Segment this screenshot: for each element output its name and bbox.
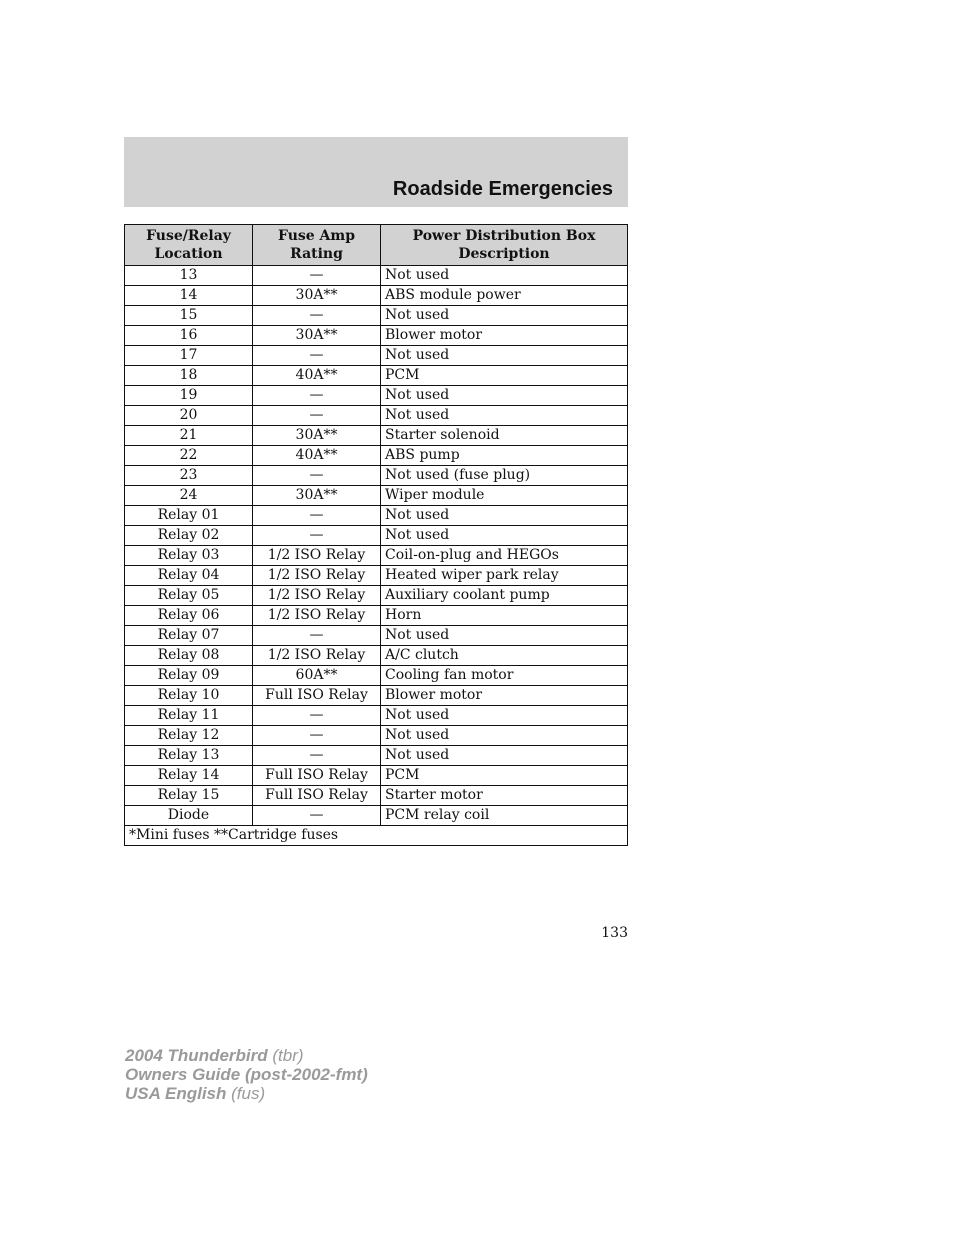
- cell-rating: Full ISO Relay: [253, 766, 381, 786]
- table-row: [125, 606, 628, 626]
- cell-description: Blower motor: [381, 326, 628, 346]
- cell-rating: —: [253, 526, 381, 546]
- footer-line-3: [125, 1084, 368, 1103]
- cell-rating: 30A**: [253, 426, 381, 446]
- cell-rating: 1/2 ISO Relay: [253, 646, 381, 666]
- table-row: [125, 786, 628, 806]
- table-row: [125, 646, 628, 666]
- table-row: [125, 426, 628, 446]
- cell-location: Relay 03: [125, 546, 253, 566]
- cell-location: Relay 08: [125, 646, 253, 666]
- cell-location: Relay 11: [125, 706, 253, 726]
- cell-location: Relay 09: [125, 666, 253, 686]
- cell-location: 24: [125, 486, 253, 506]
- cell-description: Not used: [381, 306, 628, 326]
- fuse-table: [124, 224, 628, 846]
- cell-description: Not used: [381, 406, 628, 426]
- footer-language: USA English: [125, 1084, 227, 1103]
- table-row: [125, 766, 628, 786]
- cell-rating: 1/2 ISO Relay: [253, 586, 381, 606]
- table-row: [125, 666, 628, 686]
- cell-rating: Full ISO Relay: [253, 786, 381, 806]
- cell-rating: 40A**: [253, 446, 381, 466]
- cell-location: Relay 07: [125, 626, 253, 646]
- footer-guide: Owners Guide (post-2002-fmt): [125, 1065, 368, 1084]
- table-row: [125, 446, 628, 466]
- footer-line-1: [125, 1046, 368, 1065]
- cell-location: 16: [125, 326, 253, 346]
- cell-rating: —: [253, 726, 381, 746]
- cell-description: Starter solenoid: [381, 426, 628, 446]
- cell-rating: 30A**: [253, 286, 381, 306]
- table-row: [125, 746, 628, 766]
- cell-rating: —: [253, 406, 381, 426]
- cell-description: Not used: [381, 746, 628, 766]
- cell-rating: —: [253, 266, 381, 286]
- cell-description: Blower motor: [381, 686, 628, 706]
- cell-rating: 1/2 ISO Relay: [253, 566, 381, 586]
- cell-location: Relay 14: [125, 766, 253, 786]
- cell-description: Not used (fuse plug): [381, 466, 628, 486]
- cell-location: Diode: [125, 806, 253, 826]
- table-row: [125, 686, 628, 706]
- section-header-band: [124, 137, 628, 207]
- table-row: [125, 386, 628, 406]
- cell-location: Relay 04: [125, 566, 253, 586]
- table-row: [125, 626, 628, 646]
- cell-rating: —: [253, 626, 381, 646]
- cell-rating: 60A**: [253, 666, 381, 686]
- table-row: [125, 726, 628, 746]
- header-description: [381, 225, 628, 266]
- cell-rating: 1/2 ISO Relay: [253, 546, 381, 566]
- header-rating-line2: Rating: [290, 246, 343, 262]
- cell-location: Relay 02: [125, 526, 253, 546]
- cell-description: Auxiliary coolant pump: [381, 586, 628, 606]
- cell-rating: —: [253, 706, 381, 726]
- footnote-row: [125, 826, 628, 846]
- cell-description: Not used: [381, 706, 628, 726]
- cell-description: Heated wiper park relay: [381, 566, 628, 586]
- footer-model: 2004 Thunderbird: [125, 1046, 268, 1065]
- cell-location: 21: [125, 426, 253, 446]
- table-row: [125, 486, 628, 506]
- cell-rating: —: [253, 746, 381, 766]
- footer-line-2: [125, 1065, 368, 1084]
- cell-location: 15: [125, 306, 253, 326]
- cell-description: Coil-on-plug and HEGOs: [381, 546, 628, 566]
- cell-rating: —: [253, 306, 381, 326]
- cell-rating: 30A**: [253, 486, 381, 506]
- section-title: Roadside Emergencies: [392, 178, 613, 200]
- table-row: [125, 286, 628, 306]
- table-header-row: [125, 225, 628, 266]
- cell-description: Not used: [381, 526, 628, 546]
- table-row: [125, 346, 628, 366]
- table-row: [125, 366, 628, 386]
- cell-description: Not used: [381, 266, 628, 286]
- cell-location: Relay 15: [125, 786, 253, 806]
- table-row: [125, 506, 628, 526]
- header-rating-line1: Fuse Amp: [278, 228, 355, 244]
- cell-description: Wiper module: [381, 486, 628, 506]
- header-description-line1: Power Distribution Box: [412, 228, 596, 244]
- cell-location: Relay 13: [125, 746, 253, 766]
- cell-location: 22: [125, 446, 253, 466]
- header-description-line2: Description: [458, 246, 550, 262]
- table-row: [125, 306, 628, 326]
- cell-description: ABS pump: [381, 446, 628, 466]
- cell-description: Horn: [381, 606, 628, 626]
- cell-location: 20: [125, 406, 253, 426]
- table-row: [125, 586, 628, 606]
- header-rating: [253, 225, 381, 266]
- cell-location: 17: [125, 346, 253, 366]
- table-row: [125, 326, 628, 346]
- table-row: [125, 266, 628, 286]
- table-row: [125, 406, 628, 426]
- cell-description: PCM relay coil: [381, 806, 628, 826]
- cell-location: 18: [125, 366, 253, 386]
- header-location: [125, 225, 253, 266]
- cell-rating: —: [253, 466, 381, 486]
- cell-location: 19: [125, 386, 253, 406]
- cell-description: A/C clutch: [381, 646, 628, 666]
- cell-rating: —: [253, 386, 381, 406]
- cell-description: Starter motor: [381, 786, 628, 806]
- cell-location: Relay 01: [125, 506, 253, 526]
- cell-location: Relay 06: [125, 606, 253, 626]
- document-footer: [125, 1046, 368, 1103]
- cell-location: 23: [125, 466, 253, 486]
- cell-rating: 1/2 ISO Relay: [253, 606, 381, 626]
- page-number: 133: [601, 925, 628, 941]
- cell-description: Not used: [381, 386, 628, 406]
- cell-rating: —: [253, 806, 381, 826]
- cell-location: Relay 12: [125, 726, 253, 746]
- cell-location: 13: [125, 266, 253, 286]
- table-row: [125, 466, 628, 486]
- cell-description: PCM: [381, 766, 628, 786]
- cell-description: Cooling fan motor: [381, 666, 628, 686]
- cell-rating: 30A**: [253, 326, 381, 346]
- cell-description: Not used: [381, 626, 628, 646]
- cell-rating: 40A**: [253, 366, 381, 386]
- cell-location: Relay 10: [125, 686, 253, 706]
- cell-description: PCM: [381, 366, 628, 386]
- cell-location: 14: [125, 286, 253, 306]
- cell-location: Relay 05: [125, 586, 253, 606]
- footer-language-code: (fus): [231, 1084, 266, 1103]
- cell-description: Not used: [381, 726, 628, 746]
- footer-model-code: (tbr): [272, 1046, 304, 1065]
- cell-description: Not used: [381, 506, 628, 526]
- cell-rating: —: [253, 346, 381, 366]
- cell-rating: —: [253, 506, 381, 526]
- table-footnote: *Mini fuses **Cartridge fuses: [125, 826, 628, 846]
- cell-description: ABS module power: [381, 286, 628, 306]
- cell-description: Not used: [381, 346, 628, 366]
- table-row: [125, 546, 628, 566]
- table-row: [125, 566, 628, 586]
- table-row: [125, 526, 628, 546]
- header-location-line2: Location: [154, 246, 223, 262]
- table-row: [125, 806, 628, 826]
- cell-rating: Full ISO Relay: [253, 686, 381, 706]
- table-row: [125, 706, 628, 726]
- header-location-line1: Fuse/Relay: [146, 228, 231, 244]
